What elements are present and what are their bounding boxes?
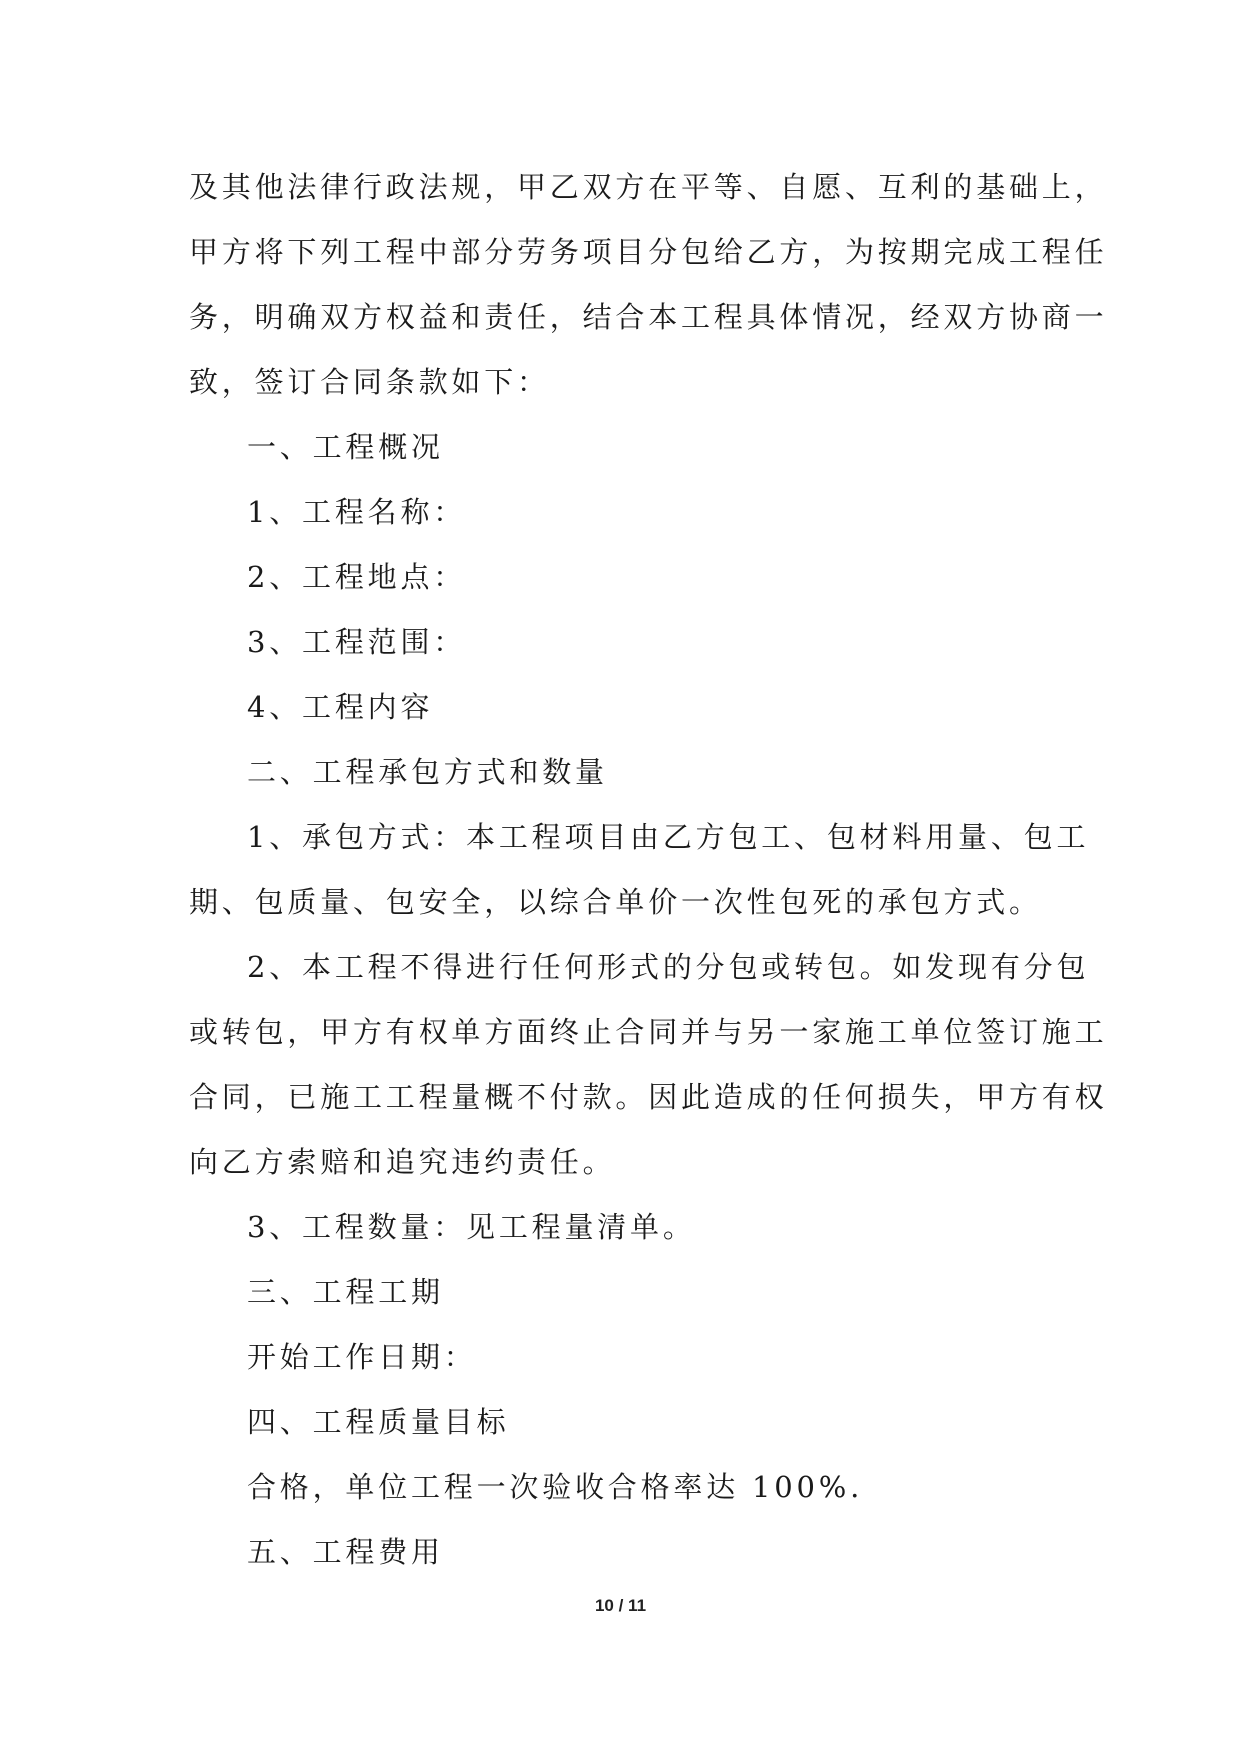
paragraph-line: 致，签订合同条款如下： (189, 365, 550, 399)
paragraph-line: 2、本工程不得进行任何形式的分包或转包。如发现有分包 (247, 950, 1090, 984)
document-body (189, 155, 1108, 1585)
list-item-project-name: 1、工程名称： (247, 495, 467, 529)
section-heading-quality: 四、工程质量目标 (247, 1405, 510, 1439)
paragraph-line: 甲方将下列工程中部分劳务项目分包给乙方，为按期完成工程任 (189, 235, 1108, 269)
list-item-project-location: 2、工程地点： (247, 560, 467, 594)
paragraph-line: 1、承包方式：本工程项目由乙方包工、包材料用量、包工 (247, 820, 1090, 854)
section-heading-schedule: 三、工程工期 (247, 1275, 444, 1309)
paragraph-line: 或转包，甲方有权单方面终止合同并与另一家施工单位签订施工 (189, 1015, 1108, 1049)
section-heading-overview: 一、工程概况 (247, 430, 444, 464)
page-number: 10 / 11 (594, 1596, 647, 1615)
list-item-quantity: 3、工程数量：见工程量清单。 (247, 1210, 696, 1244)
list-item-project-scope: 3、工程范围： (247, 625, 467, 659)
paragraph-line: 务，明确双方权益和责任，结合本工程具体情况，经双方协商一 (189, 300, 1108, 334)
paragraph-line: 期、包质量、包安全，以综合单价一次性包死的承包方式。 (189, 885, 1042, 919)
paragraph-line: 开始工作日期： (247, 1340, 477, 1374)
section-heading-contract-method: 二、工程承包方式和数量 (247, 755, 608, 789)
section-heading-cost: 五、工程费用 (247, 1535, 444, 1569)
paragraph-line: 向乙方索赔和追究违约责任。 (189, 1145, 616, 1179)
paragraph-line: 合格，单位工程一次验收合格率达 100%. (247, 1470, 864, 1504)
paragraph-line: 及其他法律行政法规，甲乙双方在平等、自愿、互利的基础上， (189, 170, 1108, 204)
paragraph-line: 合同，已施工工程量概不付款。因此造成的任何损失，甲方有权 (189, 1080, 1108, 1114)
list-item-project-content: 4、工程内容 (247, 690, 434, 724)
